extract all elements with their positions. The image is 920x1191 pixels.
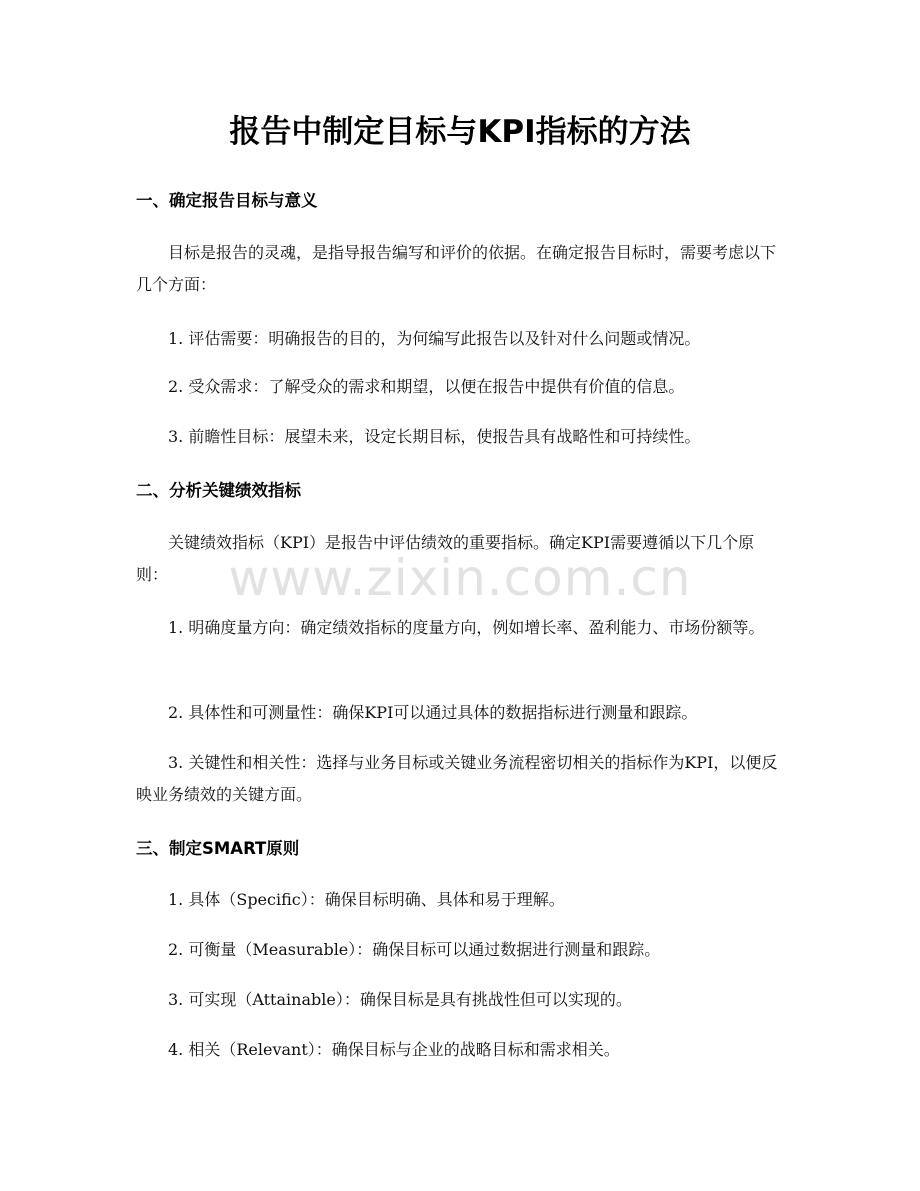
- section-3-item-2: 2. 可衡量（Measurable）：确保目标可以通过数据进行测量和跟踪。: [168, 940, 661, 959]
- section-heading-2: 二、分析关键绩效指标: [136, 481, 301, 500]
- section-1-item-3: 3. 前瞻性目标：展望未来，设定长期目标，使报告具有战略性和可持续性。: [168, 427, 701, 446]
- page-title: 报告中制定目标与KPI指标的方法: [229, 114, 691, 150]
- section-1-item-2: 2. 受众需求：了解受众的需求和期望，以便在报告中提供有价值的信息。: [168, 377, 685, 396]
- section-2-intro: 关键绩效指标（KPI）是报告中评估绩效的重要指标。确定KPI需要遵循以下几个原则：: [136, 533, 755, 584]
- section-2-item-2: 2. 具体性和可测量性：确保KPI可以通过具体的数据指标进行测量和跟踪。: [168, 703, 698, 722]
- section-2-item-1: 1. 明确度量方向：确定绩效指标的度量方向，例如增长率、盈利能力、市场份额等。: [168, 618, 765, 637]
- section-3-item-3: 3. 可实现（Attainable）：确保目标是具有挑战性但可以实现的。: [168, 990, 632, 1009]
- section-3-item-4: 4. 相关（Relevant）：确保目标与企业的战略目标和需求相关。: [168, 1040, 620, 1059]
- watermark: www.zixin.com.cn: [228, 549, 692, 607]
- section-1-intro: 目标是报告的灵魂，是指导报告编写和评价的依据。在确定报告目标时，需要考虑以下几个方面：: [136, 243, 777, 294]
- section-heading-1: 一、确定报告目标与意义: [136, 191, 318, 210]
- section-1-item-1: 1. 评估需要：明确报告的目的，为何编写此报告以及针对什么问题或情况。: [168, 329, 701, 348]
- section-2-item-3: 3. 关键性和相关性：选择与业务目标或关键业务流程密切相关的指标作为KPI，以便反映业务绩效的关键方面。: [136, 753, 778, 804]
- section-heading-3: 三、制定SMART原则: [136, 839, 300, 858]
- section-3-item-1: 1. 具体（Specific）：确保目标明确、具体和易于理解。: [168, 890, 565, 909]
